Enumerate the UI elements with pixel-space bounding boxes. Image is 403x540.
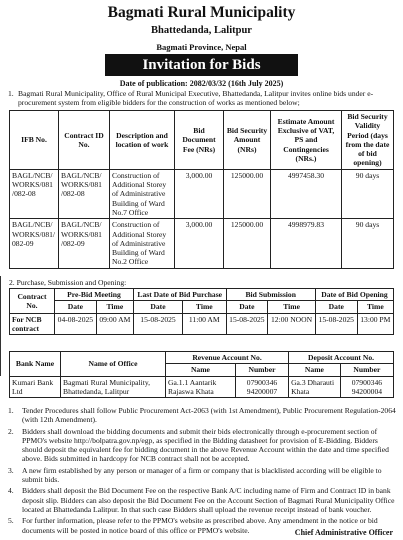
- note-text: A new firm established by any person or manager of a firm or company that is blacklisted according will be eligible to submit bids.: [22, 465, 382, 485]
- bank-header: [10, 352, 394, 364]
- cell-doc-fee: 3,000.00: [175, 219, 224, 268]
- col-contract-id: Contract ID No.: [59, 111, 110, 170]
- col-description: Description and location of work: [110, 111, 175, 170]
- bid-table: [9, 110, 394, 269]
- col-doc-fee: Bid Document Fee (NRs): [175, 111, 224, 170]
- cell-security: 125000.00: [224, 169, 271, 218]
- sub-time: Time: [268, 301, 316, 313]
- section2-title: 2. Purchase, Submission and Opening:: [9, 278, 127, 287]
- schedule-table: [9, 288, 394, 335]
- cell-estimate: 4997458.30: [271, 169, 342, 218]
- schedule-sub-header: [10, 301, 394, 313]
- list-item: [8, 427, 396, 464]
- cell-rev-number: 07900346 94200007: [235, 376, 288, 398]
- table-row: [10, 169, 394, 218]
- sub-number: Number: [235, 364, 288, 376]
- cell-ifb: BAGL/NCB/ WORKS/081/ 082-09: [10, 219, 59, 268]
- cell-dep-name: Ga.3 Dharauti Khata: [289, 376, 341, 398]
- note-number: 3.: [8, 465, 14, 475]
- location-subtitle: Bhattedanda, Lalitpur: [151, 25, 252, 36]
- cell-description: Construction of Additional Storey of Administrative Building of Ward No.2 Office: [110, 219, 175, 268]
- note-number: 1.: [8, 406, 14, 415]
- note-text: Bidders shall download the bidding documents and submit their bids electronically through e-procurement section of PPMO's website http://bolpatra.gov.np/egp, as specified in the Bidding datasheet for provision of E-Bidding. Bidders should deposit the equivalent fee for bidding document in the above Revenue Account within the date and time specified above. Bids submitted in hardcopy for NCB contract shall not be accepted.: [22, 426, 389, 464]
- cell-office: Bagmati Rural Municipality, Bhattedanda, Lalitpur: [61, 376, 166, 398]
- cell-validity: 90 days: [342, 219, 394, 268]
- table-row: [10, 219, 394, 268]
- group-bid-purchase: Last Date of Bid Purchase: [133, 289, 226, 301]
- province-subtitle: Bagmati Province, Nepal: [156, 42, 247, 52]
- intro-text: Bagmati Rural Municipality, Office of Rural Municipal Executive, Bhattedanda, Lalitpur invites online bids under e-procurement system from eligible bidders for the construction of works as mentioned below;: [18, 89, 374, 108]
- schedule-group-header: [10, 289, 394, 301]
- col-deposit-account: Deposit Account No.: [289, 352, 394, 364]
- group-bid-opening: Date of Bid Opening: [315, 289, 393, 301]
- cell-bank: Kumari Bank Ltd: [10, 376, 61, 398]
- sub-number: Number: [340, 364, 393, 376]
- col-revenue-account: Revenue Account No.: [166, 352, 289, 364]
- note-number: 2.: [8, 426, 14, 436]
- table-row: [10, 313, 394, 335]
- sub-time: Time: [96, 301, 133, 313]
- cell-purchase-date: 15-08-2025: [133, 313, 182, 335]
- sub-name: Name: [289, 364, 341, 376]
- note-text: Tender Procedures shall follow Public Procurement Act-2063 (with 1st Amendment), Public Procurement Regulation-2064 (with 12th Amendment).: [22, 406, 396, 425]
- cell-estimate: 4998979.83: [271, 219, 342, 268]
- intro-paragraph: [8, 89, 396, 108]
- sub-date: Date: [226, 301, 268, 313]
- note-text: Bidders shall deposit the Bid Document Fee on the respective Bank A/C including name of Firm and Contract ID in bank deposit slip. Bidders can also deposit the Bid Document Fee on the Account Section of Bagmati Rural Municipality Office located at Bhattedanda Lalitpur. In that such case Bidders shall upload the revenue receipt instead of bank voucher.: [22, 486, 395, 514]
- sub-date: Date: [133, 301, 182, 313]
- cell-dep-number: 07900346 94200004: [340, 376, 393, 398]
- sub-time: Time: [183, 301, 226, 313]
- bid-table-header: [10, 111, 394, 170]
- col-contract-no: Contract No.: [10, 289, 55, 314]
- list-item: [8, 406, 396, 425]
- page-edge-line: [0, 276, 3, 376]
- note-text: For further information, please refer to the PPMO's website as prescribed above. Any amendment in the notice or bid documents will be posted in notice board of this office or PPMO's website.: [22, 516, 378, 535]
- publication-date: Date of publication: 2082/03/32 (16th July 2025): [119, 79, 284, 88]
- cell-validity: 90 days: [342, 169, 394, 218]
- notes-list: [8, 406, 396, 537]
- cell-doc-fee: 3,000.00: [175, 169, 224, 218]
- cell-sub-time: 12:00 NOON: [268, 313, 316, 335]
- col-validity: Bid Security Validity Period (days from the date of bid opening): [342, 111, 394, 170]
- table-row: [10, 376, 394, 398]
- col-office-name: Name of Office: [61, 352, 166, 377]
- note-number: 5.: [8, 516, 14, 526]
- cell-contract: For NCB contract: [10, 313, 55, 335]
- list-item: [8, 486, 396, 514]
- col-ifb: IFB No.: [10, 111, 59, 170]
- cell-security: 125000.00: [224, 219, 271, 268]
- sub-time: Time: [357, 301, 393, 313]
- cell-contract-id: BAGL/NCB/ WORKS/081 /082-09: [59, 219, 110, 268]
- col-bank-name: Bank Name: [10, 352, 61, 377]
- invitation-banner: Invitation for Bids: [105, 54, 298, 76]
- bank-table: [9, 351, 394, 398]
- group-pre-bid: Pre-Bid Meeting: [55, 289, 134, 301]
- cell-sub-date: 15-08-2025: [226, 313, 268, 335]
- sub-date: Date: [315, 301, 357, 313]
- cell-rev-name: Ga.1.1 Aantarik Rajaswa Khata: [166, 376, 236, 398]
- cell-pre-date: 04-08-2025: [55, 313, 97, 335]
- signature-title: Chief Administrative Officer: [294, 528, 393, 537]
- sub-name: Name: [166, 364, 236, 376]
- cell-open-time: 13:00 PM: [357, 313, 393, 335]
- list-item: [8, 466, 396, 485]
- cell-contract-id: BAGL/NCB/ WORKS/081 /082-08: [59, 169, 110, 218]
- sub-date: Date: [55, 301, 97, 313]
- cell-description: Construction of Additional Storey of Administrative Building of Ward No.7 Office: [110, 169, 175, 218]
- intro-number: 1.: [8, 89, 14, 98]
- cell-ifb: BAGL/NCB/ WORKS/081 /082-08: [10, 169, 59, 218]
- col-estimate: Estimate Amount Exclusive of VAT, PS and Contingencies (NRs.): [271, 111, 342, 170]
- group-bid-submission: Bid Submission: [226, 289, 315, 301]
- col-security: Bid Security Amount (NRs): [224, 111, 271, 170]
- municipality-title: Bagmati Rural Municipality: [107, 4, 296, 21]
- note-number: 4.: [8, 486, 14, 496]
- cell-purchase-time: 11:00 AM: [183, 313, 226, 335]
- cell-open-date: 15-08-2025: [315, 313, 357, 335]
- cell-pre-time: 09:00 AM: [96, 313, 133, 335]
